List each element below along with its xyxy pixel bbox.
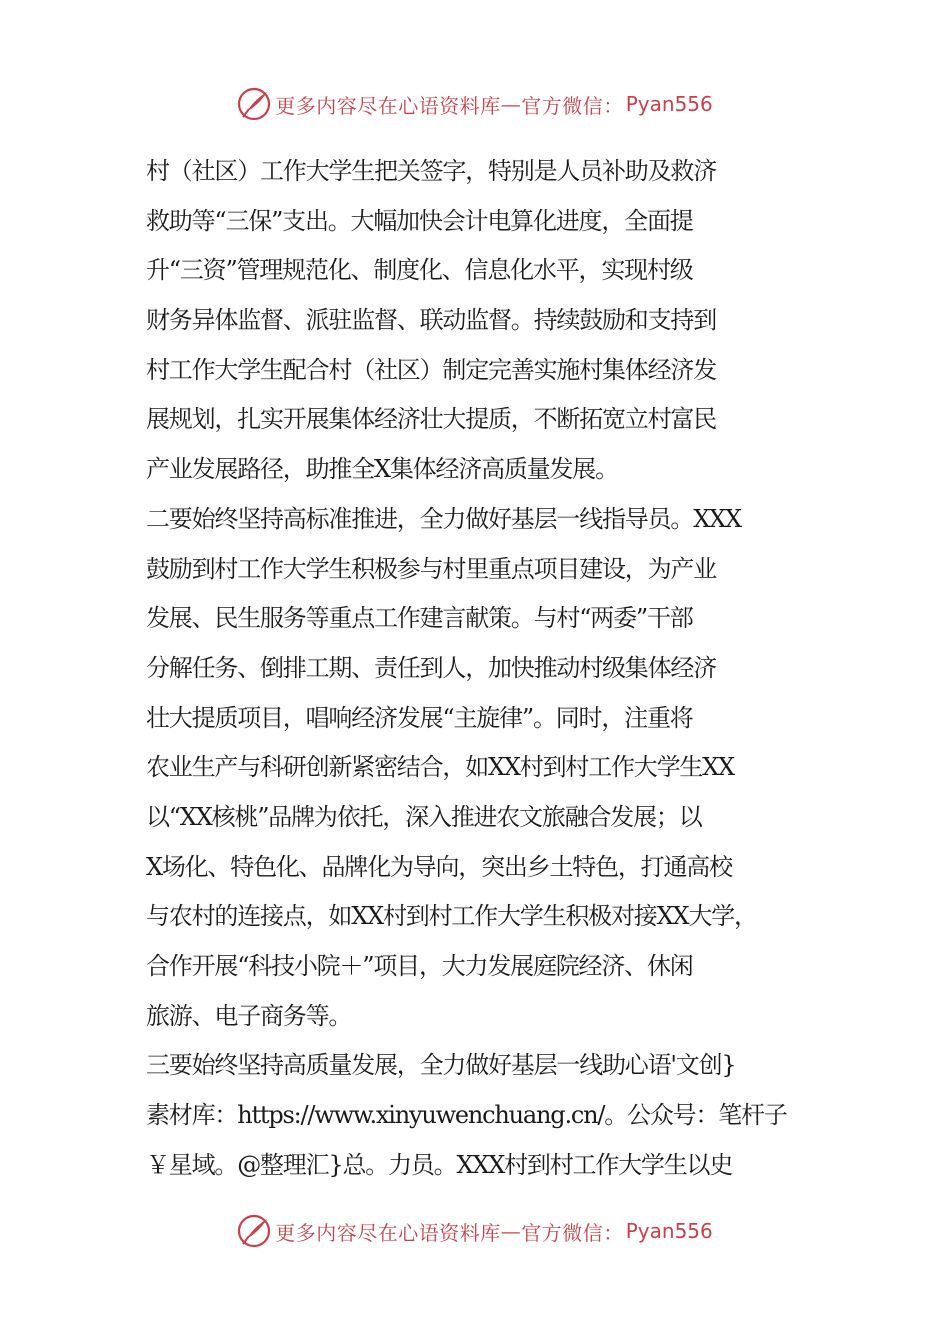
text-line: 与农村的连接点，如XX村到村工作大学生积极对接XX大学， (146, 902, 757, 931)
text-line: 展规划，扎实开展集体经济壮大提质，不断拓宽立村富民 (146, 405, 716, 434)
text-line: 发展、民生服务等重点工作建言献策。与村“两委”干部 (146, 604, 693, 633)
text-line: 壮大提质项目，唱响经济发展“主旋律”。同时，注重将 (146, 703, 693, 732)
text-line: 以“XX核桃”品牌为依托，深入推进农文旅融合发展；以 (146, 802, 702, 831)
header-site-text: 更多内容尽在心语资料库 (275, 93, 501, 118)
text-line: 村（社区）工作大学生把关签字，特别是人员补助及救济 (146, 157, 716, 185)
text-line: 合作开展“科技小院＋”项目，大力发展庭院经济、休闲 (146, 952, 693, 980)
document-body (146, 147, 846, 1190)
quill-logo-icon (237, 1214, 271, 1248)
footer-banner (0, 1211, 950, 1251)
text-line: 财务异体监督、派驻监督、联动监督。持续鼓励和支持到 (146, 306, 716, 335)
header-wechat-id: Pyan556 (625, 92, 713, 116)
text-line: 升“三资”管理规范化、制度化、信息化水平，实现村级 (146, 256, 693, 285)
text-line: 鼓励到村工作大学生积极参与村里重点项目建设，为产业 (146, 554, 716, 583)
footer-site-text: 更多内容尽在心语资料库 (275, 1220, 501, 1245)
text-line: 二要始终坚持高标准推进，全力做好基层一线指导员。XXX (146, 504, 741, 533)
footer-wechat-label: 官方微信： (521, 1220, 624, 1245)
text-line: 农业生产与科研创新紧密结合，如XX村到村工作大学生XX (146, 753, 734, 782)
footer-separator: — (500, 1219, 522, 1243)
text-line: 旅游、电子商务等。 (146, 1001, 352, 1030)
header-banner (0, 84, 950, 124)
header-wechat-label: 官方微信： (521, 93, 624, 118)
text-line: 村工作大学生配合村（社区）制定完善实施村集体经济发 (146, 355, 716, 384)
text-line: ￥星域。@整理汇}总。力员。XXX村到村工作大学生以史 (146, 1150, 733, 1179)
text-line: X场化、特色化、品牌化为导向，突出乡土特色，打通高校 (146, 852, 732, 881)
footer-wechat-id: Pyan556 (625, 1219, 713, 1243)
text-line: 产业发展路径，助推全X集体经济高质量发展。 (146, 455, 618, 484)
text-line: 三要始终坚持高质量发展，全力做好基层一线助心语'文创} (146, 1051, 736, 1080)
text-line: 分解任务、倒排工期、责任到人，加快推动村级集体经济 (146, 653, 716, 682)
text-line: 素材库：https://www.xinyuwenchuang.cn/。公众号：笔杆子 (146, 1101, 787, 1130)
text-line: 救助等“三保”支出。大幅加快会计电算化进度，全面提 (146, 206, 693, 235)
header-separator: — (500, 92, 522, 116)
quill-logo-icon (237, 87, 271, 121)
